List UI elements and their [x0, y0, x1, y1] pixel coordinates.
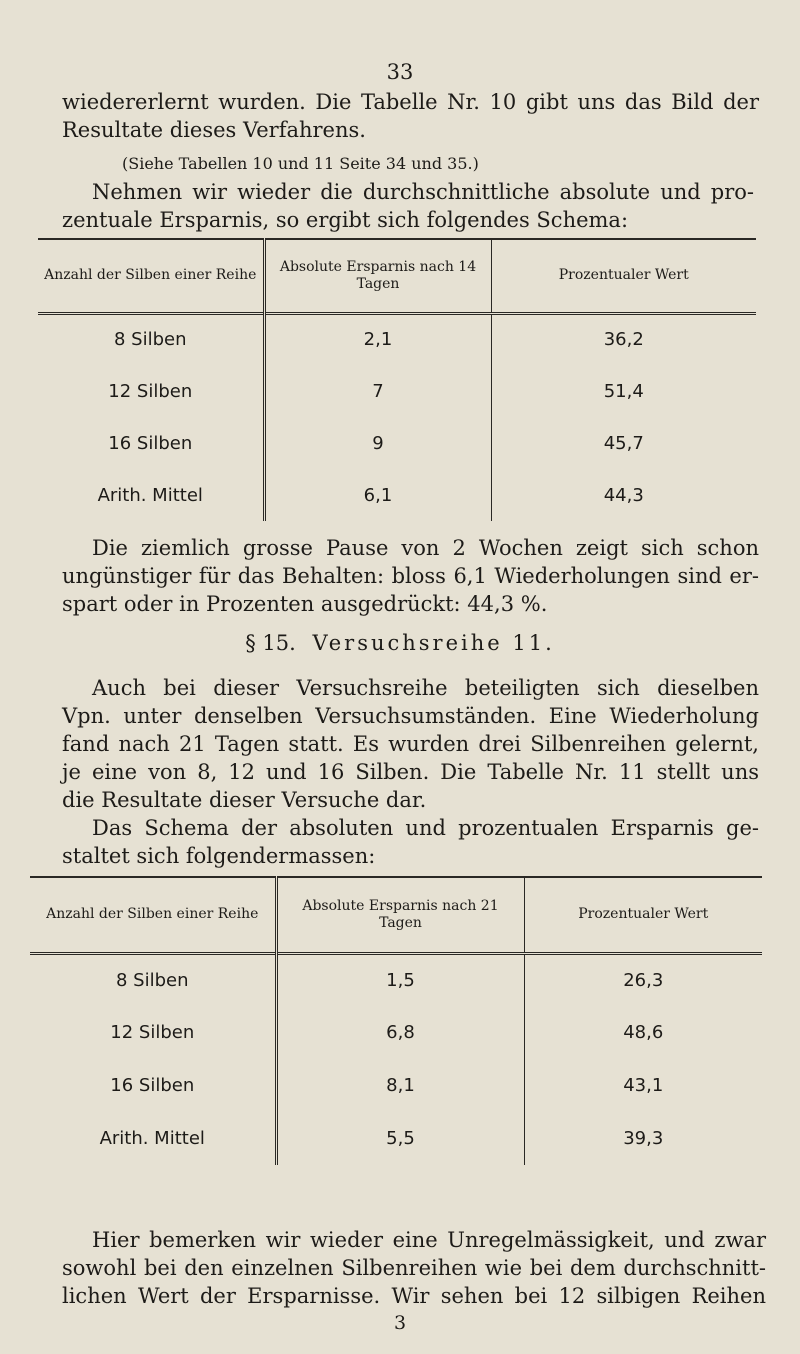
table-row [38, 365, 756, 417]
table-ersparnis-21-tage [30, 876, 762, 1165]
column-header-anzahl: Anzahl der Silben einer Reihe [30, 877, 276, 953]
column-header-absolute-ersparnis: Absolute Ersparnis nach 21 Tagen [276, 877, 524, 953]
text-line: lichen Wert der Ersparnisse. Wir sehen bei 12 silbigen Reihen [62, 1284, 766, 1308]
section-title: Versuchsreihe 11. [312, 631, 555, 655]
text-line: ungünstiger für das Behalten: bloss 6,1 Wiederholungen sind er- [62, 564, 759, 588]
table-row [38, 313, 756, 365]
cell-anzahl: 16 Silben [38, 417, 264, 469]
table-ersparnis-14-tage [38, 238, 756, 521]
cell-anzahl: 12 Silben [38, 365, 264, 417]
cell-prozent: 39,3 [623, 1128, 664, 1149]
column-header-absolute-ersparnis: Absolute Ersparnis nach 14 Tagen [264, 239, 491, 313]
text-line: wiedererlernt wurden. Die Tabelle Nr. 10 gibt uns das Bild der [62, 90, 759, 114]
cell-prozent: 44,3 [603, 484, 644, 506]
table-reference-note: (Siehe Tabellen 10 und 11 Seite 34 und 35.) [122, 154, 479, 173]
table-row [30, 1059, 762, 1112]
text-line: Nehmen wir wieder die durchschnittliche absolute und pro- [92, 180, 754, 204]
text-line: je eine von 8, 12 und 16 Silben. Die Tabelle Nr. 11 stellt uns [62, 760, 759, 784]
table-row [30, 1112, 762, 1165]
cell-absolute: 8,1 [276, 1059, 524, 1112]
cell-prozent: 26,3 [623, 969, 664, 991]
table-row [38, 469, 756, 521]
cell-absolute: 9 [264, 417, 491, 469]
text-line: Auch bei dieser Versuchsreihe beteiligten sich dieselben [92, 676, 759, 700]
cell-anzahl: Arith. Mittel [38, 469, 264, 521]
text-line: staltet sich folgendermassen: [62, 844, 376, 868]
table-row [30, 1006, 762, 1059]
cell-anzahl: 8 Silben [38, 313, 264, 365]
cell-prozent: 36,2 [603, 329, 644, 351]
cell-absolute: 1,5 [276, 953, 524, 1006]
cell-absolute: 6,8 [276, 1006, 524, 1059]
cell-prozent: 51,4 [603, 380, 644, 402]
text-line: Das Schema der absoluten und prozentualen Ersparnis ge- [92, 816, 759, 840]
column-header-prozentualer-wert: Prozentualer Wert [578, 906, 709, 923]
text-line: fand nach 21 Tagen statt. Es wurden drei Silbenreihen gelernt, [62, 732, 759, 756]
text-line: spart oder in Prozenten ausgedrückt: 44,3 %. [62, 592, 548, 616]
cell-prozent: 48,6 [623, 1022, 664, 1043]
cell-anzahl: Arith. Mittel [30, 1112, 276, 1165]
section-number: § 15. [245, 631, 296, 655]
cell-absolute: 5,5 [276, 1112, 524, 1165]
table-row [38, 417, 756, 469]
paragraph-pause-discussion [62, 534, 759, 618]
paragraph-unregelmaessigkeit [62, 1226, 766, 1310]
paragraph-versuchsreihe-11 [62, 674, 759, 814]
text-line: Hier bemerken wir wieder eine Unregelmässigkeit, und zwar [92, 1228, 766, 1252]
column-header-prozentualer-wert: Prozentualer Wert [558, 267, 689, 284]
text-line: Resultate dieses Verfahrens. [62, 118, 366, 142]
cell-anzahl: 16 Silben [30, 1059, 276, 1112]
paragraph-schema-intro-2 [62, 814, 759, 870]
cell-prozent: 43,1 [623, 1075, 664, 1096]
cell-absolute: 2,1 [264, 313, 491, 365]
text-line: die Resultate dieser Versuche dar. [62, 788, 427, 812]
paragraph-schema-intro-1 [62, 178, 754, 234]
text-line: zentuale Ersparnis, so ergibt sich folgendes Schema: [62, 208, 629, 232]
cell-anzahl: 8 Silben [30, 953, 276, 1006]
page-number: 33 [386, 60, 414, 84]
signature-mark: 3 [393, 1312, 407, 1334]
text-line: Die ziemlich grosse Pause von 2 Wochen zeigt sich schon [92, 536, 759, 560]
cell-anzahl: 12 Silben [30, 1006, 276, 1059]
paragraph-intro [62, 88, 759, 144]
column-header-anzahl: Anzahl der Silben einer Reihe [38, 239, 264, 313]
table-row [30, 953, 762, 1006]
table-header-row [38, 239, 756, 313]
section-heading [0, 631, 800, 655]
text-line: sowohl bei den einzelnen Silbenreihen wie bei dem durchschnitt- [62, 1256, 766, 1280]
cell-absolute: 7 [264, 365, 491, 417]
cell-prozent: 45,7 [603, 432, 644, 454]
table-header-row [30, 877, 762, 953]
cell-absolute: 6,1 [264, 469, 491, 521]
text-line: Vpn. unter denselben Versuchsumständen. Eine Wiederholung [62, 704, 759, 728]
